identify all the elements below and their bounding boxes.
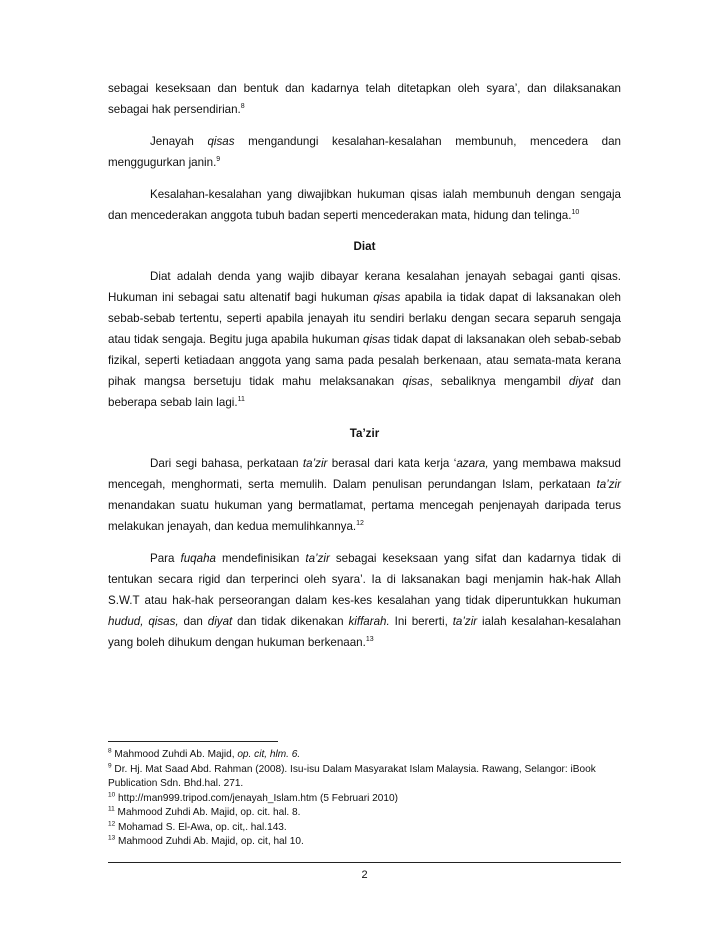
italic-term: kiffarah. <box>348 615 390 628</box>
text-run: Diat adalah denda yang wajib dibayar kerana kesalahan jenayah sebagai ganti qisas. Hukuman ini sebagai satu altenatif bagi hukuman <box>108 270 621 304</box>
italic-term: fuqaha <box>180 552 216 565</box>
text-run: Dari segi bahasa, perkataan <box>150 457 303 470</box>
paragraph-diat <box>108 266 621 413</box>
footnotes-section <box>108 748 621 850</box>
italic-term: diyat <box>568 375 594 388</box>
footnote-text: Dr. Hj. Mat Saad Abd. Rahman (2008). Isu-isu Dalam Masyarakat Islam Malaysia. Rawang, Selangor: iBook Publication Sdn. Bhd.hal. 271. <box>108 763 596 789</box>
text-run: sebagai keseksaan yang sifat dan kadarnya tidak di tentukan secara rigid dan terperinci oleh syara’. Ia di laksanakan bagi menjamin hak-hak Allah S.W.T atau hak-hak perseorangan dalam kes-kes kesalahan yang tidak diperuntukkan hukuman <box>108 552 621 607</box>
paragraph-text <box>108 453 621 537</box>
text-run: berasal dari kata kerja ‘ <box>327 457 457 470</box>
text-run: menandakan suatu hukuman yang bermatlamat, pertama mencegah penjenayah daripada terus melakukan jenayah, dan kedua memulihkannya. <box>108 499 621 533</box>
text-run: , sebaliknya mengambil <box>429 375 569 388</box>
footnote-ref-11[interactable]: 11 <box>237 396 245 404</box>
footnote-text[interactable]: http://man999.tripod.com/jenayah_Islam.htm (5 Februari 2010) <box>115 792 399 804</box>
footnote-8 <box>108 748 621 763</box>
text-run: sebagai keseksaan dan bentuk dan kadarnya telah ditetapkan oleh syara’, dan dilaksanakan sebagai hak persendirian. <box>108 82 621 116</box>
footnote-number: 10 <box>108 791 116 799</box>
footnote-text: Mahmood Zuhdi Ab. Majid, <box>111 749 238 760</box>
italic-term: azara, <box>456 457 489 470</box>
text-run: yang membawa maksud mencegah, menghormati, serta memulih. Dalam penulisan perundangan Islam, perkataan <box>108 457 621 491</box>
footnote-9 <box>108 763 621 792</box>
text-run: Jenayah <box>150 135 208 148</box>
italic-term: diyat <box>207 615 233 628</box>
text-run: mendefinisikan <box>215 552 306 565</box>
italic-term: qisas <box>207 135 235 148</box>
page-footer-rule <box>108 862 621 863</box>
italic-term: qisas <box>373 291 401 304</box>
footnote-ref-9[interactable]: 9 <box>216 156 221 164</box>
page-number: 2 <box>361 869 368 881</box>
footnote-ref-13[interactable]: 13 <box>365 636 374 644</box>
text-run: dan <box>178 615 208 628</box>
footnote-number: 11 <box>108 805 115 813</box>
footnote-13 <box>108 835 621 850</box>
text-run: tidak dapat di laksanakan oleh sebab-sebab fizikal, seperti ketiadaan anggota yang sama pada pesalah berkenaan, atau semata-mata kerana pihak mangsa bersetuju tidak mahu melaksanakan <box>108 333 621 388</box>
italic-term: ta’zir <box>305 552 330 565</box>
section-heading-diat: Diat <box>353 240 376 253</box>
footnote-text: Mahmood Zuhdi Ab. Majid, op. cit, hal 10. <box>115 836 304 847</box>
paragraph-text <box>108 548 621 653</box>
text-run: Kesalahan-kesalahan yang diwajibkan hukuman qisas ialah membunuh dengan sengaja dan mencederakan anggota tubuh badan seperti mencederakan mata, hidung dan telinga. <box>108 188 621 222</box>
paragraph-text <box>108 78 621 120</box>
footnote-ref-12[interactable]: 12 <box>356 520 364 528</box>
paragraph-jenayah-qisas <box>108 131 621 173</box>
footnote-number: 9 <box>108 762 112 770</box>
paragraph-kesalahan-qisas <box>108 184 621 226</box>
text-run: Ini bererti, <box>389 615 453 628</box>
document-body <box>108 78 621 664</box>
footnote-10 <box>108 792 621 807</box>
section-heading-tazir: Ta’zir <box>349 427 380 440</box>
text-run: dan tidak dikenakan <box>232 615 349 628</box>
italic-term: ta’zir <box>302 457 328 470</box>
footnote-number: 12 <box>108 820 116 828</box>
footnote-text: Mohamad S. El-Awa, op. cit,. hal.143. <box>115 821 287 833</box>
paragraph-tazir-bahasa <box>108 453 621 537</box>
text-run: ialah kesalahan-kesalahan yang boleh dihukum dengan hukuman berkenaan. <box>108 615 622 649</box>
text-run: Para <box>150 552 181 565</box>
italic-term: hudud, qisas, <box>108 615 179 628</box>
paragraph-text <box>108 266 621 413</box>
text-run: dan beberapa sebab lain lagi. <box>108 375 621 409</box>
footnote-11 <box>108 806 621 821</box>
footnote-italic: op. cit, hlm. 6. <box>237 749 301 760</box>
paragraph-tazir-definisi <box>108 548 621 653</box>
italic-term: ta’zir <box>596 478 621 491</box>
footnote-ref-8[interactable]: 8 <box>240 103 245 111</box>
footnote-number: 8 <box>108 747 112 755</box>
footnote-separator <box>108 741 278 742</box>
footnote-number: 13 <box>108 834 116 842</box>
italic-term: ta’zir <box>452 615 478 628</box>
paragraph-text <box>108 184 621 226</box>
italic-term: qisas <box>402 375 430 388</box>
footnote-12 <box>108 821 621 836</box>
paragraph-text <box>108 131 621 173</box>
footnote-ref-10[interactable]: 10 <box>571 209 580 217</box>
text-run: apabila ia tidak dapat di laksanakan oleh sebab-sebab tertentu, seperti apabila jenayah itu sendiri berlaku dengan secara separuh sengaja atau tidak sengaja. Begitu juga apabila hukuman <box>108 291 621 346</box>
paragraph-continuation <box>108 78 621 120</box>
footnote-text: Mahmood Zuhdi Ab. Majid, op. cit. hal. 8. <box>114 807 301 818</box>
italic-term: qisas <box>363 333 391 346</box>
text-run: mengandungi kesalahan-kesalahan membunuh, mencedera dan menggugurkan janin. <box>108 135 621 169</box>
